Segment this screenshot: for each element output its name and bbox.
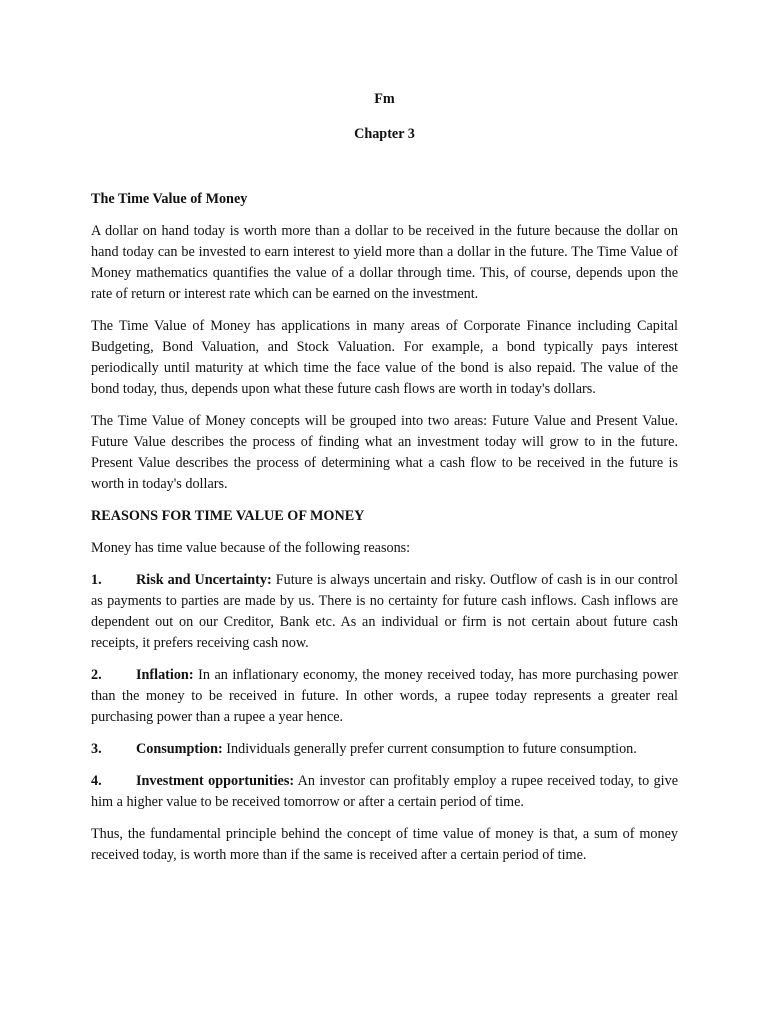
reason-number: 2.	[91, 667, 102, 683]
reason-term: Inflation:	[136, 667, 194, 683]
reason-item	[91, 739, 678, 760]
reasons-heading: REASONS FOR TIME VALUE OF MONEY	[91, 508, 365, 524]
reason-number: 1.	[91, 572, 102, 588]
reason-number: 3.	[91, 741, 102, 757]
chapter-heading: Chapter 3	[354, 126, 415, 142]
paragraph-conclusion: Thus, the fundamental principle behind the concept of time value of money is that, a sum of money received today, is worth more than if the same is received after a certain period of time.	[91, 826, 678, 863]
section-heading: The Time Value of Money	[91, 191, 248, 207]
document-title: Fm	[374, 91, 395, 107]
reason-term: Risk and Uncertainty:	[136, 572, 272, 588]
paragraph-applications: The Time Value of Money has applications in many areas of Corporate Finance including Capital Budgeting, Bond Valuation, and Stock Valuation. For example, a bond typically pays interest periodically until maturity at which time the face value of the bond is also repaid. The value of the bond today, thus, depends upon what these future cash flows are worth in today's dollars.	[91, 318, 678, 397]
reason-text: Individuals generally prefer current consumption to future consumption.	[222, 741, 637, 757]
reason-text: Future is always uncertain and risky. Outflow of cash is in our control as payments to parties are made by us. There is no certainty for future cash inflows. Cash inflows are dependent out on our Creditor, Bank etc. As an individual or firm is not certain about future cash receipts, it prefers receiving cash now.	[91, 572, 679, 651]
reason-item	[91, 570, 678, 654]
reason-item	[91, 665, 678, 728]
reason-text: In an inflationary economy, the money received today, has more purchasing power than the money to be received in future. In other words, a rupee today represents a greater real purchasing power than a rupee a year hence.	[91, 667, 678, 725]
document-page	[91, 89, 678, 866]
paragraph-concepts: The Time Value of Money concepts will be grouped into two areas: Future Value and Present Value. Future Value describes the process of finding what an investment today will grow to in the future. Present Value describes the process of determining what a cash flow to be received in the future is worth in today's dollars.	[91, 413, 678, 492]
reason-number: 4.	[91, 773, 102, 789]
reason-term: Investment opportunities:	[136, 773, 295, 789]
paragraph-intro: A dollar on hand today is worth more than a dollar to be received in the future because the dollar on hand today can be invested to earn interest to yield more than a dollar in the future. The Time Value of Money mathematics quantifies the value of a dollar through time. This, of course, depends upon the rate of return or interest rate which can be earned on the investment.	[91, 223, 678, 302]
reasons-intro: Money has time value because of the following reasons:	[91, 540, 411, 556]
reason-term: Consumption:	[136, 741, 223, 757]
reason-item	[91, 771, 678, 813]
reason-text: An investor can profitably employ a rupee received today, to give him a higher value to be received tomorrow or after a certain period of time.	[91, 773, 679, 810]
